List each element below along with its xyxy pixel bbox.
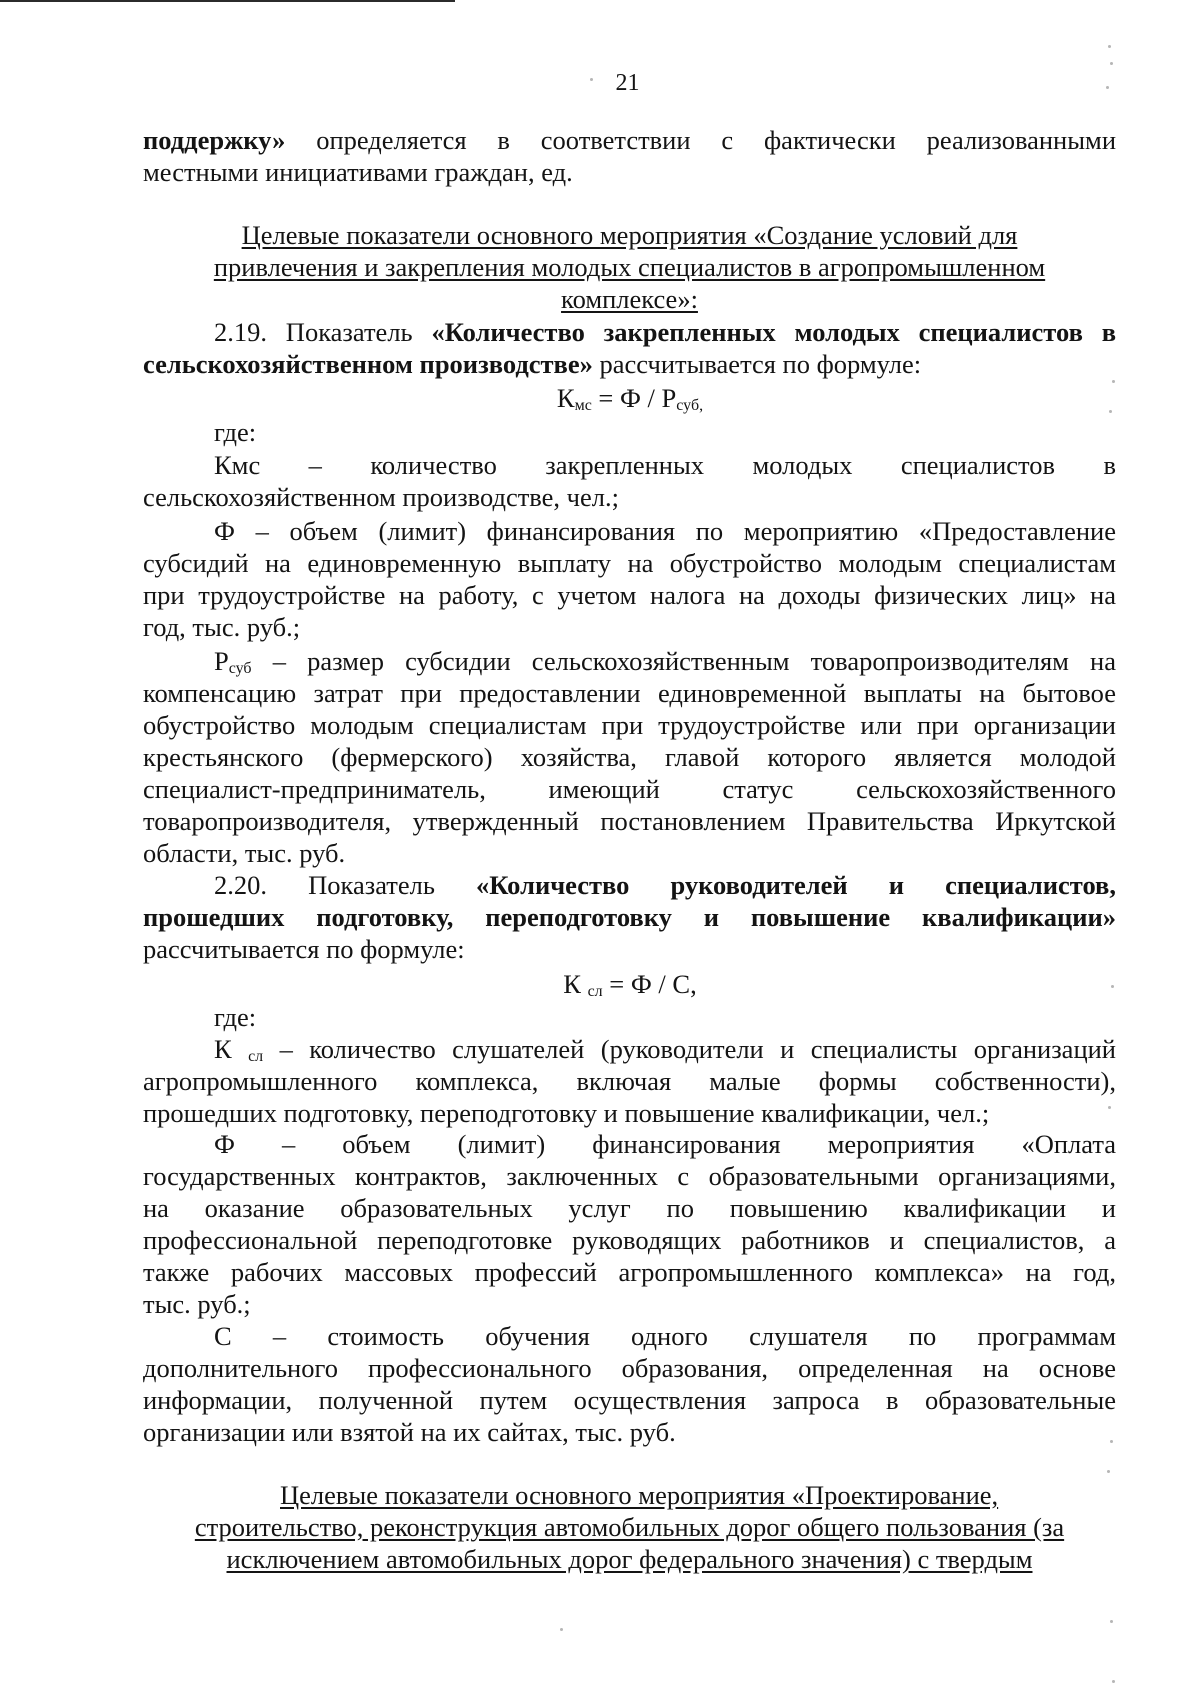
definition-line: специалист-предприниматель, имеющий статус сельскохозяйственного — [143, 774, 1116, 804]
section-heading-line: Целевые показатели основного мероприятия «Проектирование, — [280, 1480, 999, 1510]
formula-symbol: К — [214, 1034, 249, 1064]
indicator-2-20-title — [214, 869, 1116, 901]
definition-line: субсидий на единовременную выплату на обустройство молодым специалистам — [143, 548, 1116, 578]
formula-symbol: К — [556, 383, 575, 413]
scan-speck — [1112, 1680, 1115, 1683]
bold-text: «Количество руководителей и специалистов, — [476, 870, 1116, 900]
section-heading-line: привлечения и закрепления молодых специалистов в агропромышленном — [213, 252, 1046, 282]
indicator-2-19-title-cont — [143, 348, 921, 380]
scan-speck — [560, 1628, 563, 1631]
formula-subscript: сл — [587, 983, 603, 1000]
definition-line: С – стоимость обучения одного слушателя по программам — [214, 1321, 1116, 1351]
indicator-2-19-title — [214, 316, 1116, 348]
formula-ksl — [440, 968, 820, 1008]
definition-line: дополнительного профессионального образования, определенная на основе — [143, 1353, 1116, 1383]
indicator-2-20-title-cont: прошедших подготовку, переподготовку и повышение квалификации» — [143, 902, 1116, 932]
scan-speck — [1110, 62, 1113, 65]
formula-subscript: суб — [228, 660, 252, 677]
definition-line: агропромышленного комплекса, включая малые формы собственности), — [143, 1066, 1116, 1096]
section-heading-line: строительство, реконструкция автомобильных дорог общего пользования (за — [194, 1512, 1065, 1542]
definition-line: области, тыс. руб. — [143, 838, 346, 868]
scan-speck — [1110, 1440, 1113, 1443]
formula-subscript: сл — [248, 1048, 264, 1065]
text: 2.19. Показатель — [214, 317, 432, 347]
formula-subscript: суб, — [676, 397, 704, 414]
definition-line: компенсацию затрат при предоставлении единовременной выплаты на бытовое — [143, 678, 1116, 708]
definition-line: на оказание образовательных услуг по повышению квалификации и — [143, 1193, 1116, 1223]
scan-speck — [1107, 1470, 1110, 1473]
text: – размер субсидии сельскохозяйственным товаропроизводителям на — [251, 646, 1116, 676]
scan-speck — [1108, 1106, 1111, 1109]
scan-speck — [590, 78, 593, 81]
paragraph-line — [143, 124, 1116, 156]
formula-symbol: Р — [214, 646, 229, 676]
definition-line: сельскохозяйственном производстве, чел.; — [143, 482, 619, 512]
scan-speck — [1106, 86, 1109, 89]
definition-line: профессиональной переподготовке руководящих работников и специалистов, а — [143, 1225, 1116, 1255]
definition-line: Ф – объем (лимит) финансирования мероприятия «Оплата — [214, 1129, 1116, 1159]
text: – количество слушателей (руководители и специалисты организаций — [263, 1034, 1116, 1064]
formula-kms — [440, 382, 820, 422]
definition-line: товаропроизводителя, утвержденный постановлением Правительства Иркутской — [143, 806, 1116, 836]
scan-speck — [1108, 45, 1111, 48]
formula-text: = Ф / С, — [602, 969, 697, 999]
definition-line: тыс. руб.; — [143, 1289, 251, 1319]
definition-line: прошедших подготовку, переподготовку и повышение квалификации, чел.; — [143, 1098, 990, 1128]
scan-speck — [1111, 985, 1114, 988]
text: рассчитывается по формуле: — [592, 349, 922, 379]
formula-text: = Ф / Р — [591, 383, 677, 413]
definition-line: Ф – объем (лимит) финансирования по мероприятию «Предоставление — [214, 516, 1116, 546]
section-heading-line: исключением автомобильных дорог федерального значения) с твердым — [226, 1544, 1033, 1574]
text: 2.20. Показатель — [214, 870, 477, 900]
definition-line: организации или взятой на их сайтах, тыс. руб. — [143, 1417, 676, 1447]
scan-speck — [1109, 410, 1112, 413]
definition-line: крестьянского (фермерского) хозяйства, главой которого является молодой — [143, 742, 1116, 772]
text: определяется в соответствии с фактически реализованными — [285, 125, 1116, 155]
bold-text: сельскохозяйственном производстве» — [143, 349, 593, 379]
section-heading-line: комплексе»: — [561, 284, 698, 314]
bold-text: «Количество закрепленных молодых специалистов в — [431, 317, 1116, 347]
indicator-2-20-title-cont: рассчитывается по формуле: — [143, 934, 465, 964]
page-number: 21 — [615, 70, 640, 96]
scan-speck — [1112, 380, 1115, 383]
definition-line: обустройство молодым специалистам при трудоустройстве или при организации — [143, 710, 1116, 740]
definition-line: год, тыс. руб.; — [143, 612, 301, 642]
where-label: где: — [214, 417, 257, 447]
definition-line: государственных контрактов, заключенных с образовательными организациями, — [143, 1161, 1116, 1191]
formula-subscript: мс — [574, 397, 592, 414]
definition-line: также рабочих массовых профессий агропромышленного комплекса» на год, — [143, 1257, 1116, 1287]
bold-text: поддержку» — [143, 125, 286, 155]
scan-speck — [1110, 1620, 1113, 1623]
scan-edge-line — [0, 0, 455, 2]
definition-line: информации, полученной путем осуществления запроса в образовательные — [143, 1385, 1116, 1415]
where-label: где: — [214, 1002, 257, 1032]
formula-symbol: К — [563, 969, 588, 999]
definition-line: Кмс – количество закрепленных молодых специалистов в — [214, 450, 1116, 480]
definition-line: при трудоустройстве на работу, с учетом налога на доходы физических лиц» на — [143, 580, 1116, 610]
paragraph-line: местными инициативами граждан, ед. — [143, 157, 573, 187]
section-heading-line: Целевые показатели основного мероприятия «Создание условий для — [241, 220, 1018, 250]
